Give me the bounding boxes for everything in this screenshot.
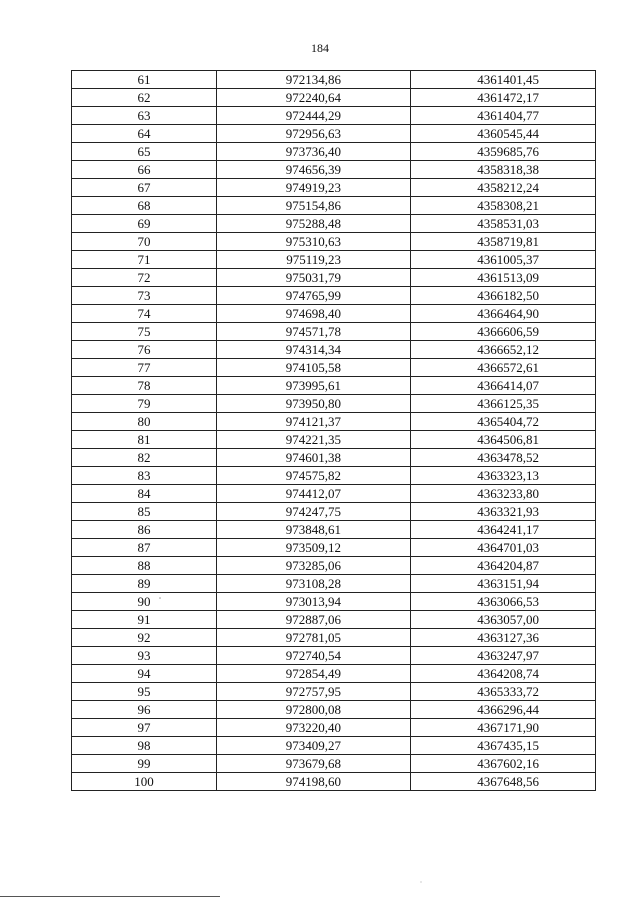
y-coordinate-cell: 4359685,76 xyxy=(411,143,596,161)
y-coordinate-cell: 4365333,72 xyxy=(411,683,596,701)
point-number-cell: 93 xyxy=(72,647,217,665)
x-coordinate-cell: 974247,75 xyxy=(217,503,411,521)
point-number-cell: 100 xyxy=(72,773,217,791)
x-coordinate-cell: 973220,40 xyxy=(217,719,411,737)
y-coordinate-cell: 4366652,12 xyxy=(411,341,596,359)
y-coordinate-cell: 4358318,38 xyxy=(411,161,596,179)
point-number-cell: 75 xyxy=(72,323,217,341)
y-coordinate-cell: 4363151,94 xyxy=(411,575,596,593)
y-coordinate-cell: 4365404,72 xyxy=(411,413,596,431)
x-coordinate-cell: 972757,95 xyxy=(217,683,411,701)
y-coordinate-cell: 4358212,24 xyxy=(411,179,596,197)
x-coordinate-cell: 973950,80 xyxy=(217,395,411,413)
point-number-cell: 86 xyxy=(72,521,217,539)
x-coordinate-cell: 975154,86 xyxy=(217,197,411,215)
point-number-cell: 88 xyxy=(72,557,217,575)
point-number-cell: 61 xyxy=(72,71,217,89)
x-coordinate-cell: 974121,37 xyxy=(217,413,411,431)
y-coordinate-cell: 4367648,56 xyxy=(411,773,596,791)
x-coordinate-cell: 972887,06 xyxy=(217,611,411,629)
point-number-cell: 71 xyxy=(72,251,217,269)
y-coordinate-cell: 4361472,17 xyxy=(411,89,596,107)
x-coordinate-cell: 975288,48 xyxy=(217,215,411,233)
point-number-cell: 69 xyxy=(72,215,217,233)
point-number-cell: 96 xyxy=(72,701,217,719)
y-coordinate-cell: 4364208,74 xyxy=(411,665,596,683)
point-number-cell: 72 xyxy=(72,269,217,287)
y-coordinate-cell: 4366182,50 xyxy=(411,287,596,305)
y-coordinate-cell: 4361513,09 xyxy=(411,269,596,287)
point-number-cell: 64 xyxy=(72,125,217,143)
x-coordinate-cell: 974698,40 xyxy=(217,305,411,323)
x-coordinate-cell: 974575,82 xyxy=(217,467,411,485)
point-number-cell: 76 xyxy=(72,341,217,359)
point-number-cell: 82 xyxy=(72,449,217,467)
y-coordinate-cell: 4358308,21 xyxy=(411,197,596,215)
x-coordinate-cell: 972781,05 xyxy=(217,629,411,647)
y-coordinate-cell: 4363057,00 xyxy=(411,611,596,629)
y-coordinate-cell: 4363478,52 xyxy=(411,449,596,467)
y-coordinate-cell: 4366464,90 xyxy=(411,305,596,323)
x-coordinate-cell: 975031,79 xyxy=(217,269,411,287)
x-coordinate-cell: 974314,34 xyxy=(217,341,411,359)
x-coordinate-cell: 974656,39 xyxy=(217,161,411,179)
point-number-cell: 92 xyxy=(72,629,217,647)
point-number-cell: 97 xyxy=(72,719,217,737)
point-number-cell: 77 xyxy=(72,359,217,377)
x-coordinate-cell: 973679,68 xyxy=(217,755,411,773)
x-coordinate-cell: 972134,86 xyxy=(217,71,411,89)
point-number-cell: 94 xyxy=(72,665,217,683)
y-coordinate-cell: 4366606,59 xyxy=(411,323,596,341)
x-coordinate-cell: 973285,06 xyxy=(217,557,411,575)
x-coordinate-cell: 973509,12 xyxy=(217,539,411,557)
point-number-cell: 85 xyxy=(72,503,217,521)
y-coordinate-cell: 4366296,44 xyxy=(411,701,596,719)
x-coordinate-cell: 974571,78 xyxy=(217,323,411,341)
y-coordinate-cell: 4361404,77 xyxy=(411,107,596,125)
y-coordinate-cell: 4366414,07 xyxy=(411,377,596,395)
point-number-cell: 67 xyxy=(72,179,217,197)
x-coordinate-cell: 973108,28 xyxy=(217,575,411,593)
point-number-cell: 99 xyxy=(72,755,217,773)
point-number-cell: 84 xyxy=(72,485,217,503)
y-coordinate-cell: 4361401,45 xyxy=(411,71,596,89)
x-coordinate-cell: 974105,58 xyxy=(217,359,411,377)
y-coordinate-cell: 4364204,87 xyxy=(411,557,596,575)
x-coordinate-cell: 973995,61 xyxy=(217,377,411,395)
x-coordinate-cell: 974601,38 xyxy=(217,449,411,467)
point-number-cell: 70 xyxy=(72,233,217,251)
y-coordinate-cell: 4358531,03 xyxy=(411,215,596,233)
y-coordinate-cell: 4360545,44 xyxy=(411,125,596,143)
x-coordinate-cell: 973409,27 xyxy=(217,737,411,755)
point-number-cell: 89 xyxy=(72,575,217,593)
x-coordinate-cell: 972956,63 xyxy=(217,125,411,143)
y-coordinate-cell: 4361005,37 xyxy=(411,251,596,269)
y-coordinate-cell: 4364241,17 xyxy=(411,521,596,539)
x-coordinate-cell: 975119,23 xyxy=(217,251,411,269)
point-number-cell: 91 xyxy=(72,611,217,629)
y-coordinate-cell: 4363066,53 xyxy=(411,593,596,611)
point-number-cell: 79 xyxy=(72,395,217,413)
scan-speck xyxy=(159,597,161,599)
point-number-cell: 65 xyxy=(72,143,217,161)
point-number-cell: 68 xyxy=(72,197,217,215)
point-number-cell: 73 xyxy=(72,287,217,305)
point-number-cell: 90 xyxy=(72,593,217,611)
x-coordinate-cell: 973848,61 xyxy=(217,521,411,539)
y-coordinate-cell: 4367171,90 xyxy=(411,719,596,737)
point-number-cell: 95 xyxy=(72,683,217,701)
y-coordinate-cell: 4363233,80 xyxy=(411,485,596,503)
y-coordinate-cell: 4366125,35 xyxy=(411,395,596,413)
point-number-cell: 80 xyxy=(72,413,217,431)
x-coordinate-cell: 972854,49 xyxy=(217,665,411,683)
y-coordinate-cell: 4363323,13 xyxy=(411,467,596,485)
scan-speck xyxy=(420,881,421,882)
x-coordinate-cell: 975310,63 xyxy=(217,233,411,251)
y-coordinate-cell: 4363247,97 xyxy=(411,647,596,665)
x-coordinate-cell: 974198,60 xyxy=(217,773,411,791)
point-number-cell: 83 xyxy=(72,467,217,485)
point-number-cell: 74 xyxy=(72,305,217,323)
y-coordinate-cell: 4366572,61 xyxy=(411,359,596,377)
point-number-cell: 81 xyxy=(72,431,217,449)
page-number: 184 xyxy=(311,41,329,55)
x-coordinate-cell: 974919,23 xyxy=(217,179,411,197)
y-coordinate-cell: 4367602,16 xyxy=(411,755,596,773)
x-coordinate-cell: 972444,29 xyxy=(217,107,411,125)
x-coordinate-cell: 972240,64 xyxy=(217,89,411,107)
x-coordinate-cell: 973736,40 xyxy=(217,143,411,161)
y-coordinate-cell: 4363321,93 xyxy=(411,503,596,521)
x-coordinate-cell: 972800,08 xyxy=(217,701,411,719)
x-coordinate-cell: 972740,54 xyxy=(217,647,411,665)
point-number-cell: 63 xyxy=(72,107,217,125)
point-number-cell: 87 xyxy=(72,539,217,557)
y-coordinate-cell: 4367435,15 xyxy=(411,737,596,755)
y-coordinate-cell: 4364701,03 xyxy=(411,539,596,557)
point-number-cell: 78 xyxy=(72,377,217,395)
y-coordinate-cell: 4358719,81 xyxy=(411,233,596,251)
x-coordinate-cell: 974221,35 xyxy=(217,431,411,449)
point-number-cell: 66 xyxy=(72,161,217,179)
x-coordinate-cell: 974765,99 xyxy=(217,287,411,305)
y-coordinate-cell: 4364506,81 xyxy=(411,431,596,449)
x-coordinate-cell: 974412,07 xyxy=(217,485,411,503)
x-coordinate-cell: 973013,94 xyxy=(217,593,411,611)
point-number-cell: 98 xyxy=(72,737,217,755)
y-coordinate-cell: 4363127,36 xyxy=(411,629,596,647)
point-number-cell: 62 xyxy=(72,89,217,107)
